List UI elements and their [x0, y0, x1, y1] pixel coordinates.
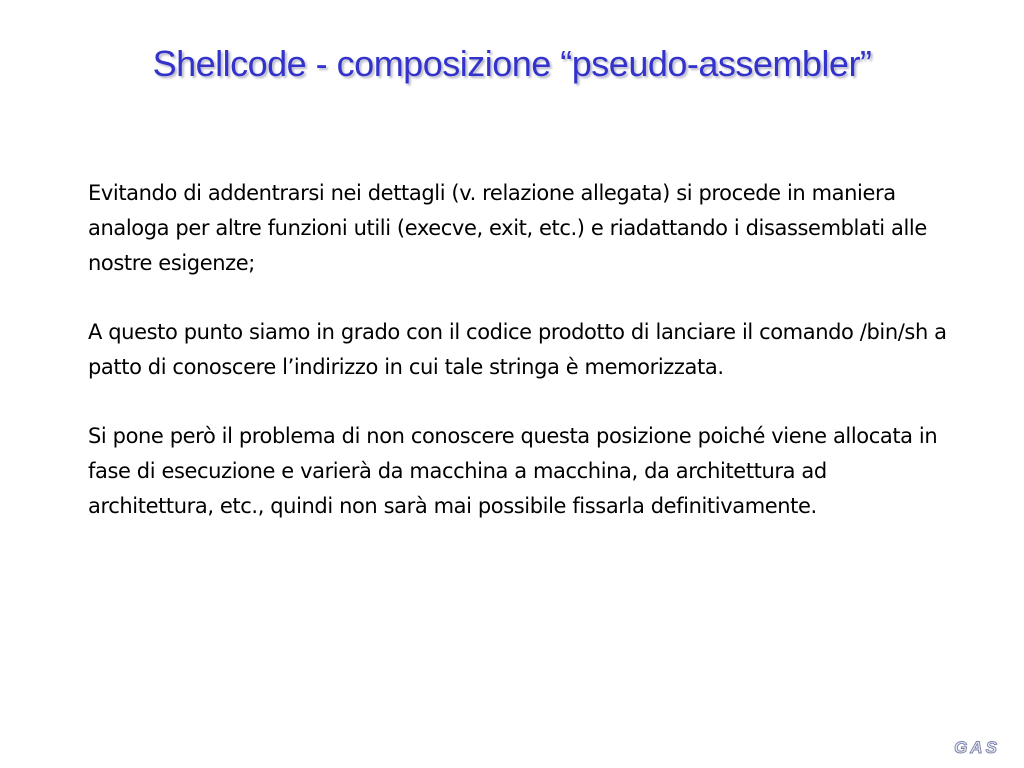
paragraph-1: Evitando di addentrarsi nei dettagli (v. relazione allegata) si procede in maniera analoga per altre funzioni utili (execve, exit, etc.) e riadattando i disassemblati alle nostre esigenze; — [88, 181, 927, 275]
gas-logo — [936, 736, 1018, 758]
slide-body — [88, 176, 958, 558]
paragraph-3: Si pone però il problema di non conoscere questa posizione poiché viene allocata in fase di esecuzione e varierà da macchina a macchina, da architettura ad architettura, etc., quindi non sarà mai possibile fissarla definitivamente. — [88, 424, 938, 518]
slide-title: Shellcode - composizione “pseudo-assembler” — [152, 43, 872, 84]
gas-logo-text: GAS — [954, 738, 1000, 757]
paragraph-2: A questo punto siamo in grado con il codice prodotto di lanciare il comando /bin/sh a patto di conoscere l’indirizzo in cui tale stringa è memorizzata. — [88, 320, 947, 379]
